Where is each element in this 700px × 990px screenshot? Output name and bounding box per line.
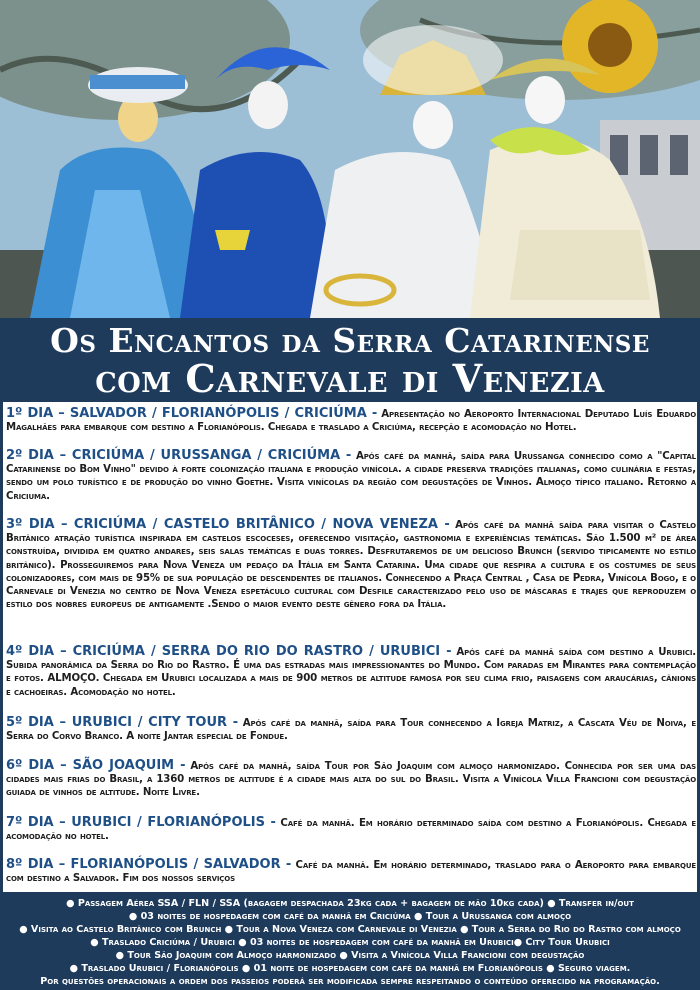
day-description: Após café da manhã, saída para Urussanga conhecido como a "Capital Catarinense do Bom Vinho" devido à forte colonização italiana e produção vinícola. a cidade preserva tradições italianas, como culinária e festas, sendo um polo turístico e de produção do vinho Goethe. Visita vinícolas da região com degustações de Vinhos. Almoço típico italiano. Retorno a Criciuma. xyxy=(6,451,696,502)
day-heading: 4º DIA – CRICIÚMA / SERRA DO RIO DO RASTRO / URUBICI - xyxy=(6,644,452,659)
included-line: ● Tour São Joaquim com Almoço harmonizado ● Visita a Vinícola Villa Francioni com degustação xyxy=(115,950,585,961)
day-description: Café da manhã. Em horário determinado saída com destino a Florianópolis. Chegada e acomodação no hotel. xyxy=(6,818,696,843)
day-heading: 3º DIA – CRICIÚMA / CASTELO BRITÂNICO / NOVA VENEZA - xyxy=(6,517,450,532)
page-title-line-2: com Carnevale di Venezia xyxy=(95,356,605,401)
itinerary-day xyxy=(6,449,696,503)
included-line: ● Traslado Urubici / Florianópolis ● 01 noite de hospedagem com café da manhã em Florianópolis ● Seguro viagem. xyxy=(69,963,631,974)
itinerary-day xyxy=(6,645,696,699)
itinerary-day xyxy=(6,858,696,885)
itinerary-day xyxy=(6,759,696,800)
title-band xyxy=(0,318,700,400)
day-description: Após café da manhã, saída para Tour conhecendo a Igreja Matriz, a Cascata Véu de Noiva, e Serra do Corvo Branco. A noite Jantar especial de Fondue. xyxy=(6,718,697,743)
itinerary-day xyxy=(6,716,696,743)
day-heading: 5º DIA – URUBICI / CITY TOUR - xyxy=(6,715,239,730)
included-services xyxy=(0,897,700,990)
day-description: Café da manhã. Em horário determinado, traslado para o Aeroporto para embarque com destino a Salvador. Fim dos nossos serviços xyxy=(6,860,696,885)
page-title-line-1: Os Encantos da Serra Catarinense xyxy=(50,321,650,360)
carnival-photo-illustration xyxy=(0,0,700,318)
day-description: Após café da manhã saída com destino a Urubici. Subida panorâmica da Serra do Rio do Rastro. É uma das estradas mais impressionantes do Mundo. Com paradas em Mirantes para contemplação e fotos. ALMOÇO. Chegada em Urubici localizada a mais de 900 metros de altitude famosa por seu clima frio, paisagens com araucárias, cânions e cachoeiras. Acomodação no hotel. xyxy=(6,647,696,698)
day-description: Após café da manhã saída para visitar o Castelo Britânico atração turística inspirada em castelos escoceses, oferecendo visitação, gastronomia e experiências temáticas. São 1.500 m² de área construída, dividida em quatro andares, seis salas temáticas e duas torres. Desfrutaremos de um delicioso Brunch (servido tipicamente no estilo britânico). Prosseguiremos para Nova Veneza um pedaço da Itália em Santa Catarina. Uma cidade que respira a cultura e os costumes de seus colonizadores, com mais de 95% de sua população de descendentes de italianos. Conhecendo a Praça Central , Casa de Pedra, Vinícola Bogo, e o Carnevale di Venezia no centro de Nova Veneza espetáculo cultural com Desfile caracterizado pelo uso de máscaras e trajes que reproduzem o estilo dos nobres europeus de antigamente .Sendo o maior evento deste gênero fora da Itália. xyxy=(6,520,696,611)
itinerary-panel xyxy=(3,402,697,892)
included-line: ● Visita ao Castelo Britânico com Brunch ● Tour a Nova Veneza com Carnevale di Venezia ● Tour a Serra do Rio do Rastro com almoço xyxy=(19,924,681,935)
included-line: ● Passagem Aérea SSA / FLN / SSA (bagagem despachada 23kg cada + bagagem de mão 10kg cada) ● Transfer in/out xyxy=(66,898,634,909)
day-heading: 1º DIA – SALVADOR / FLORIANÓPOLIS / CRICIÚMA - xyxy=(6,406,378,421)
itinerary-day xyxy=(6,518,696,611)
day-heading: 8º DIA – FLORIANÓPOLIS / SALVADOR - xyxy=(6,857,292,872)
included-line: ● 03 noites de hospedagem com café da manhã em Criciúma ● Tour a Urussanga com almoço xyxy=(128,911,572,922)
itinerary-day xyxy=(6,816,696,843)
day-description: Apresentação no Aeroporto Internacional Deputado Luís Eduardo Magalhães para embarque com destino a Florianópolis. Chegada e traslado a Criciúma, recepção e acomodação no Hotel. xyxy=(6,409,696,434)
day-heading: 7º DIA – URUBICI / FLORIANÓPOLIS - xyxy=(6,815,276,830)
included-line: ● Traslado Criciúma / Urubici ● 03 noites de hospedagem com café da manhã em Urubici● City Tour Urubici xyxy=(90,937,610,948)
disclaimer-text: Por questões operacionais a ordem dos passeios poderá ser modificada sempre respeitando o conteúdo oferecido na programação. xyxy=(40,976,660,987)
carnival-costumes-photo xyxy=(0,0,700,318)
day-heading: 6º DIA – SÃO JOAQUIM - xyxy=(6,758,186,773)
day-description: Após café da manhã, saída Tour por São Joaquim com almoço harmonizado. Conhecida por ser uma das cidades mais frias do Brasil, a 1360 metros de altitude é a cidade mais alta do sul do Brasil. Visita a Vinícola Villa Francioni com degustação guiada de vinhos de altitude. Noite Livre. xyxy=(6,761,696,799)
itinerary-day xyxy=(6,407,696,434)
day-heading: 2º DIA – CRICIÚMA / URUSSANGA / CRICIÚMA - xyxy=(6,448,352,463)
